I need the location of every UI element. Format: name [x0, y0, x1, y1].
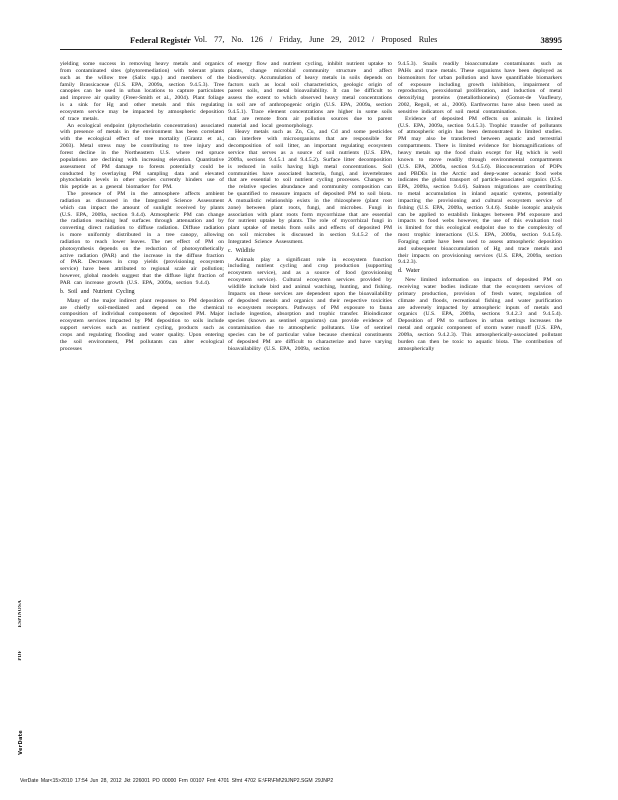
text-column-2: [228, 61, 392, 352]
paragraph: New limited information on impacts of deposited PM on receiving water bodies indicate that the ecosystem services of primary production, provision of fresh water, regulation of climate and floods, recreational fishing and water purification are adversely impacted by atmospheric inputs of metals and organics (U.S. EPA, 2009a, sections 9.4.2.3 and 9.4.5.4). Deposition of PM to surfaces in urban settings increases the metal and organic component of storm water runoff (U.S. EPA, 2009a, section 9.4.2.3). This atmospherically-associated pollutant burden can then be toxic to aquatic biota. The contribution of atmospherically: [398, 277, 562, 352]
page-header: [60, 35, 562, 49]
margin-marks: [18, 600, 26, 770]
paragraph: Many of the major indirect plant responses to PM deposition are chiefly soil-mediated and depend on the chemical composition of individual components of deposited PM. Major ecosystem services impacted by PM deposition to soils include support services such as nutrient cycling, products such as crops and regulating flooding and water quality. Upon entering the soil environment, PM pollutants can alter ecological processes: [60, 297, 224, 352]
text-column-3: [398, 61, 562, 352]
issue-line: / Vol. 77, No. 126 / Friday, June 29, 2012 / Proposed Rules: [184, 35, 438, 44]
text-column-1: [60, 61, 224, 352]
paragraph: The presence of PM in the atmosphere affects ambient radiation as discussed in the Integrated Science Assessment which can impact the amount of sunlight received by plants (U.S. EPA, 2009a, section 9.4.4). Atmospheric PM can change the radiation reaching leaf surfaces through attenuation and by converting direct radiation to diffuse radiation. Diffuse radiation is more uniformly distributed in a tree canopy, allowing radiation to reach lower leaves. The net effect of PM on photosynthesis depends on the reduction of photosynthetically active radiation (PAR) and the increase in the diffuse fraction of PAR. Decreases in crop yields (provisioning ecosystem service) have been attributed to regional scale air pollution; however, global models suggest that the diffuse light fraction of PAR can increase growth (U.S. EPA, 2009a, section 9.4.4).: [60, 191, 224, 286]
section-heading: d. Water: [398, 268, 420, 275]
paragraph: yielding some success in removing heavy metals and organics from contaminated sites (phytoremediation) with tolerant plants such as the willow tree (Salix spp.) and members of the family Brassicaceae (U.S. EPA, 2009a, section 9.4.5.3). Tree canopies can be used in urban locations to capture particulates and improve air quality (Freer-Smith et al., 2004). Plant foliage is a sink for Hg and other metals and this regulating ecosystem service may be impacted by atmospheric deposition of trace metals.: [60, 61, 224, 122]
section-heading: b. Soil and Nutrient Cycling: [60, 288, 135, 295]
publication-title: Federal Register: [130, 35, 191, 45]
margin-mark: ESPINOSA: [18, 600, 23, 628]
page-number: 38995: [540, 35, 562, 45]
section-heading: c. Wildlife: [228, 247, 255, 254]
paragraph: of energy flow and nutrient cycling, inhibit nutrient uptake to plants, change microbial community structure and affect biodiversity. Accumulation of heavy metals in soils depends on factors such as local soil characteristics, geologic origin of parent soils, and metal bioavailability. It can be difficult to assess the extent to which observed heavy metal concentrations in soil are of anthropogenic origin (U.S. EPA, 2009a, section 9.4.5.1). Trace element concentrations are higher in some soils that are remote from air pollution sources due to parent material and local geomorphology.: [228, 61, 392, 129]
header-rule: [60, 49, 562, 50]
page-footer: VerDate Mar<15>2010 17:54 Jun 28, 2012 Jkt 226001 PO 00000 Frm 00107 Fmt 4701 Sfmt 4702 E:\FR\FM\29JNP2.SGM 29JNP2: [20, 778, 334, 784]
margin-mark: PDF: [18, 650, 23, 661]
paragraph: 9.4.5.3). Snails readily bioaccumulate contaminants such as PAHs and trace metals. These organisms have been deployed as biomonitors for urban pollution and have quantifiable biomarkers of exposure including growth inhibition, impairment of reproduction, peroxidomal proliferation, and induction of metal detoxifying proteins (metallothioneins) (Gomot-de Vaufleury, 2002, Regoli, et al., 2006). Earthworms have also been used as sensitive indicators of soil metal contamination.: [398, 61, 562, 115]
paragraph: Evidence of deposited PM effects on animals is limited (U.S. EPA, 2009a, section 9.4.5.3). Trophic transfer of pollutants of atmospheric origin has been demonstrated in limited studies. PM may also be transferred between aquatic and terrestrial compartments. There is limited evidence for biomagnifications of heavy metals up the food chain except for Hg which is well known to move readily through environmental compartments (U.S. EPA, 2009a, section 9.4.5.6). Bioconcentration of POPs and PBDEs in the Arctic and deep-water oceanic food webs indicates the global transport of particle-associated organics (U.S. EPA, 2009a, section 9.4.6). Salmon migrations are contributing to metal accumulation in inland aquatic systems, potentially impacting the provisioning and cultural ecosystem service of fishing (U.S. EPA, 2009a, section 9.4.6). Stable isotopic analysis can be applied to establish linkages between PM exposure and impacts to food webs however, the use of this evaluation tool is limited for this ecological endpoint due to the complexity of most trophic interactions (U.S. EPA, 2009a, section 9.4.5.6). Foraging cattle have been used to assess atmospheric deposition and subsequent bioaccumulation of Hg and trace metals and their impacts on provisioning services (U.S. EPA, 2009a, section 9.4.2.3).: [398, 115, 562, 266]
paragraph: Heavy metals such as Zn, Cu, and Cd and some pesticides can interfere with microorganisms that are responsible for decomposition of soil litter, an important regulating ecosystem service that serves as a source of soil nutrients (U.S. EPA, 2009a, sections 9.4.5.1 and 9.4.5.2). Surface litter decomposition is reduced in soils having high metal concentrations. Soil communities have associated bacteria, fungi, and invertebrates that are essential to soil nutrient cycling processes. Changes to the relative species abundance and community composition can be quantified to measure impacts of deposited PM to soil biota. A mutualistic relationship exists in the rhizosphere (plant root zone) between plant roots, fungi, and microbes. Fungi in association with plant roots form mycorrhizae that are essential for nutrient uptake by plants. The role of mycorrhizal fungi in plant uptake of metals from soils and effects of deposited PM on soil microbes is discussed in section 9.4.5.2 of the Integrated Science Assessment.: [228, 129, 392, 245]
paragraph: An ecological endpoint (phytochelatin concentration) associated with presence of metals in the environment has been correlated with the ecological effect of tree mortality (Grantz et al., 2003). Metal stress may be contributing to tree injury and forest decline in the Northeastern U.S. where red spruce populations are declining with increasing elevation. Quantitative assessment of PM damage to forests potentially could be conducted by overlaying PM sampling data and elevated phytochelatin levels in other species currently hinders use of this peptide as a general biomarker for PM.: [60, 122, 224, 191]
margin-mark: VerDate: [18, 730, 24, 755]
paragraph: Animals play a significant role in ecosystem function including nutrient cycling and crop production (supporting ecosystem service), and as a source of food (provisioning ecosystem service). Cultural ecosystem services provided by wildlife include bird and animal watching, hunting, and fishing. Impacts on these services are dependent upon the bioavailability of deposited metals and organics and their respective toxicities to ecosystem receptors. Pathways of PM exposure to fauna include ingestion, absorption and trophic transfer. Bioindicator species (known as sentinel organisms) can provide evidence of contamination due to atmospheric pollutants. Use of sentinel species can be of particular value because chemical constituents of deposited PM are difficult to characterize and have varying bioavailability (U.S. EPA, 2009a, section: [228, 256, 392, 352]
